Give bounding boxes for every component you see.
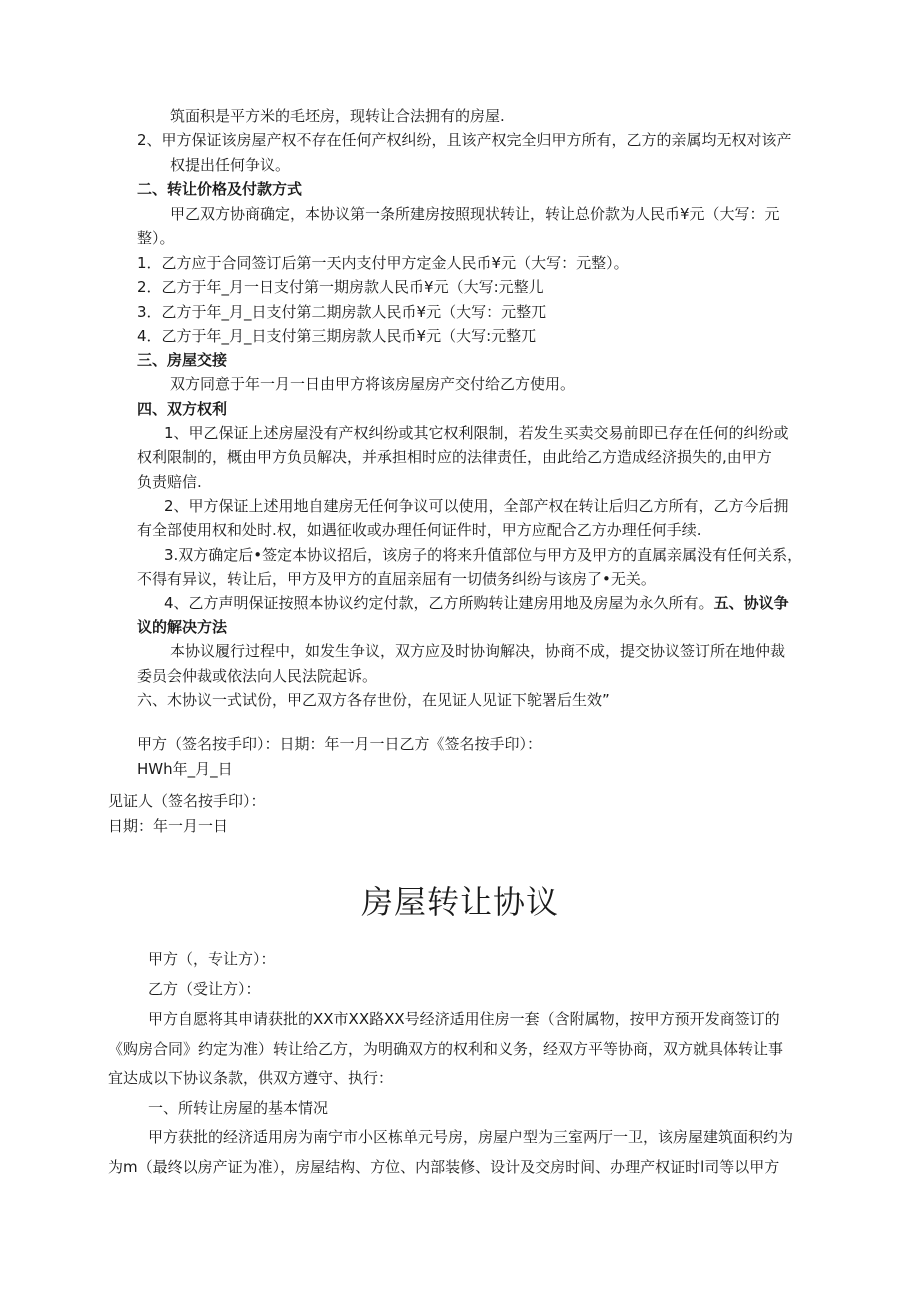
witness-date: 日期：年一月一日 [108,817,229,835]
list-item: 4．乙方于年_月_日支付第三期房款人民币¥元（大写:元整兀 [137,327,537,345]
para-line: 有全部使用权和处时.权，如遇征收或办理任何证件时，甲方应配合乙方办理任何手续. [137,521,702,539]
para-line: 权提出任何争议。 [170,156,291,174]
party-a-label: 甲方（，专让方）： [148,950,276,968]
section-heading: 五、协议争 [713,594,789,612]
list-item: 3．乙方于年_月_日支付第二期房款人民币¥元（大写：元整兀 [137,303,547,321]
party-b-label: 乙方（受让方）： [148,980,261,998]
para-line: 权利限制的，概由甲方负员解决，并承担相时应的法律责任，由此给乙方造成经济损失的,由甲方 [137,448,772,466]
document-title: 房屋转让协议 [360,883,559,921]
para-line: 负责赔信. [137,473,202,491]
witness-line: 见证人（签名按手印）： [108,792,266,810]
para-line: 甲方获批的经济适用房为南宁市小区栋单元号房，房屋户型为三室两厅一卫，该房屋建筑面积约为 [148,1128,794,1146]
para-line: 双方同意于年一月一日由甲方将该房屋房产交付给乙方使用。 [170,375,576,393]
para-line [164,593,789,613]
section-heading: 一、所转让房屋的基本情况 [148,1099,329,1117]
para-line: 委员会仲裁或依法向人民法院起诉。 [137,667,378,685]
signature-date: HWh年_月_日 [137,760,233,778]
para-line: 筑面积是平方米的毛坯房，现转让合法拥有的房屋. [170,107,505,125]
para-line: 1、甲乙保证上述房屋没有产权纠纷或其它权利限制，若发生买卖交易前即已存在任何的纠纷或 [164,424,789,442]
para-line: 甲方自愿将其申请获批的XX市XX路XX号经济适用住房一套（含附属物，按甲方预开发商签订的 [148,1010,780,1028]
para-line: 《购房合同》约定为准）转让给乙方，为明确双方的权利和义务，经双方平等协商，双方就具体转让事 [108,1040,784,1058]
list-item: 2．乙方于年_月一日支付第一期房款人民币¥元（大写:元整儿 [137,278,544,296]
section-heading: 二、转让价格及付款方式 [137,180,303,198]
para-line: 3.双方确定后•签定本协议招后，该房子的将来升值部位与甲方及甲方的直属亲属没有任何关系， [164,546,803,564]
para-line: 六、木协议一式试份，甲乙双方各存世份，在见证人见证下鸵署后生效” [137,691,610,709]
para-line: 2、甲方保证上述用地自建房无任何争议可以使用，全部产权在转让后归乙方所有，乙方今后拥 [164,497,789,515]
para-line: 为m（最终以房产证为准），房屋结构、方位、内部装修、设计及交房时间、办理产权证时l司等以甲方 [108,1158,780,1176]
section-heading: 三、房屋交接 [137,351,228,369]
list-item: 1．乙方应于合同签订后第一天内支付甲方定金人民币¥元（大写：元整）。 [137,254,629,272]
para-line: 整）。 [137,229,175,247]
para-line: 本协议履行过程中，如发生争议，双方应及时协询解决，协商不成，提交协议签订所在地仲裁 [170,642,786,660]
signature-line: 甲方（签名按手印）：日期：年一月一日乙方《签名按手印）： [137,735,543,753]
para-line: 甲乙双方协商确定，本协议第一条所建房按照现状转让，转让总价款为人民币¥元（大写：元 [170,205,780,223]
section-heading: 议的解决方法 [137,618,228,636]
section-heading: 四、双方权利 [137,400,228,418]
para-line: 宜达成以下协议条款，供双方遵守、执行： [108,1069,394,1087]
para-line: 不得有异议，转让后，甲方及甲方的直屈亲屈有一切债务纠纷与该房了•无关。 [137,570,656,588]
para-line: 2、甲方保证该房屋产权不存在任何产权纠纷，且该产权完全归甲方所有，乙方的亲属均无权对该产 [137,131,792,149]
para-text: 4、乙方声明保证按照本协议约定付款，乙方所购转让建房用地及房屋为永久所有。 [164,594,714,612]
